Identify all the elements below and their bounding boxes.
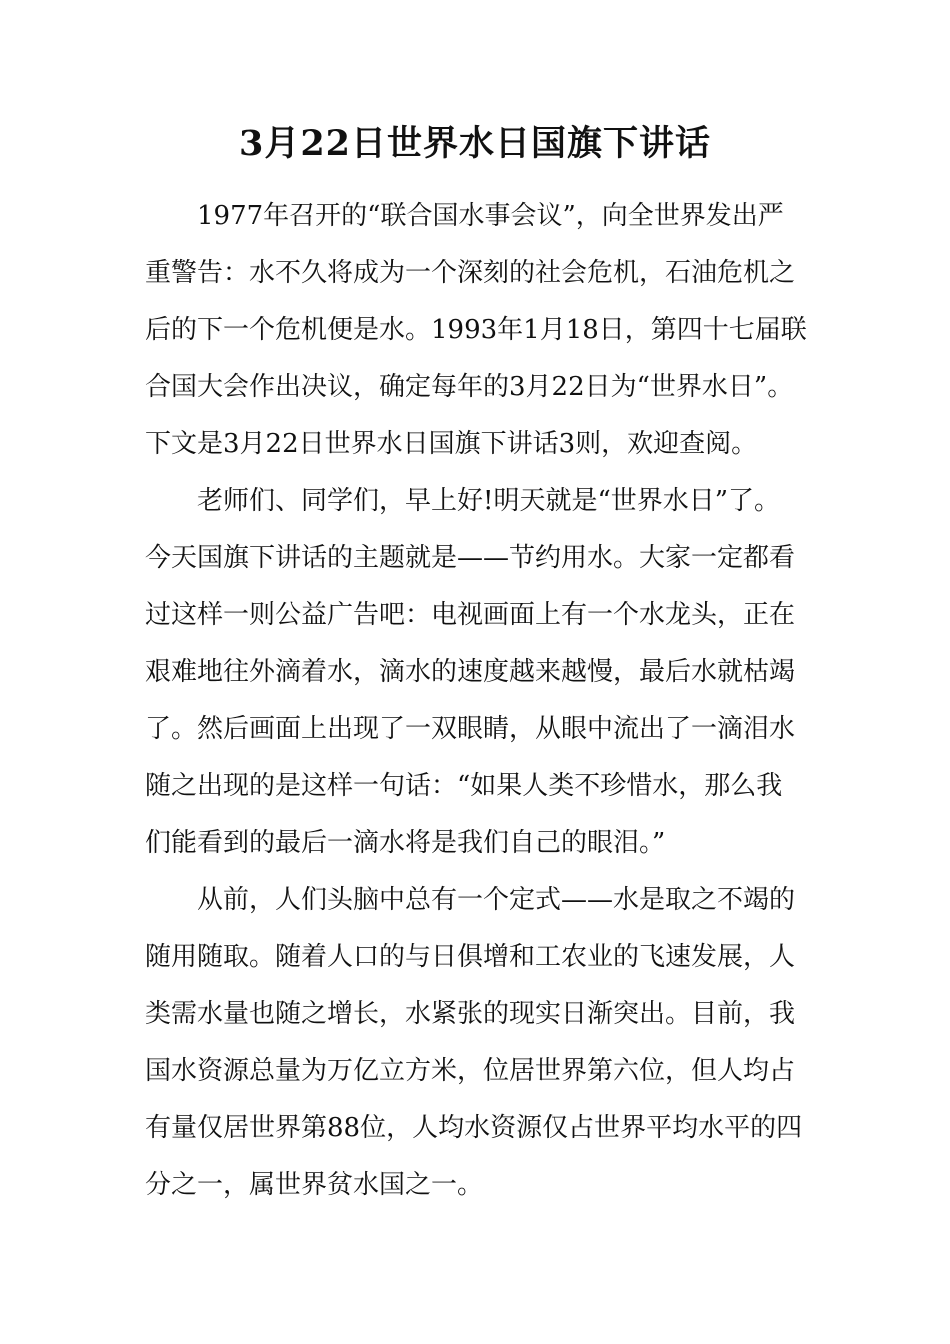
text-line: 们能看到的最后一滴水将是我们自己的眼泪。” (145, 828, 666, 858)
text-line: 艰难地往外滴着水，滴水的速度越来越慢，最后水就枯竭 (145, 657, 796, 687)
text-line: 后的下一个危机便是水。1993年1月18日，第四十七届联 (145, 315, 807, 345)
text-line: 类需水量也随之增长，水紧张的现实日渐突出。目前，我 (145, 999, 796, 1029)
document-title: 3月22日世界水日国旗下讲话 (238, 123, 712, 164)
text-line: 有量仅居世界第88位，人均水资源仅占世界平均水平的四 (145, 1113, 803, 1143)
text-line: 随用随取。随着人口的与日俱增和工农业的飞速发展，人 (145, 942, 796, 972)
text-line: 重警告：水不久将成为一个深刻的社会危机，石油危机之 (145, 258, 796, 288)
text-line: 老师们、同学们，早上好!明天就是“世界水日”了。 (197, 486, 781, 516)
text-line: 1977年召开的“联合国水事会议”，向全世界发出严 (197, 201, 784, 231)
text-line: 了。然后画面上出现了一双眼睛，从眼中流出了一滴泪水 (145, 714, 796, 744)
text-line: 国水资源总量为万亿立方米，位居世界第六位，但人均占 (145, 1056, 796, 1086)
text-line: 下文是3月22日世界水日国旗下讲话3则，欢迎查阅。 (145, 429, 758, 459)
text-line: 随之出现的是这样一句话：“如果人类不珍惜水，那么我 (145, 771, 783, 801)
text-line: 从前，人们头脑中总有一个定式——水是取之不竭的 (197, 885, 796, 915)
text-line: 分之一，属世界贫水国之一。 (145, 1170, 484, 1200)
text-line: 过这样一则公益广告吧：电视画面上有一个水龙头，正在 (145, 600, 796, 630)
text-line: 今天国旗下讲话的主题就是——节约用水。大家一定都看 (145, 543, 796, 573)
text-line: 合国大会作出决议，确定每年的3月22日为“世界水日”。 (145, 372, 794, 402)
